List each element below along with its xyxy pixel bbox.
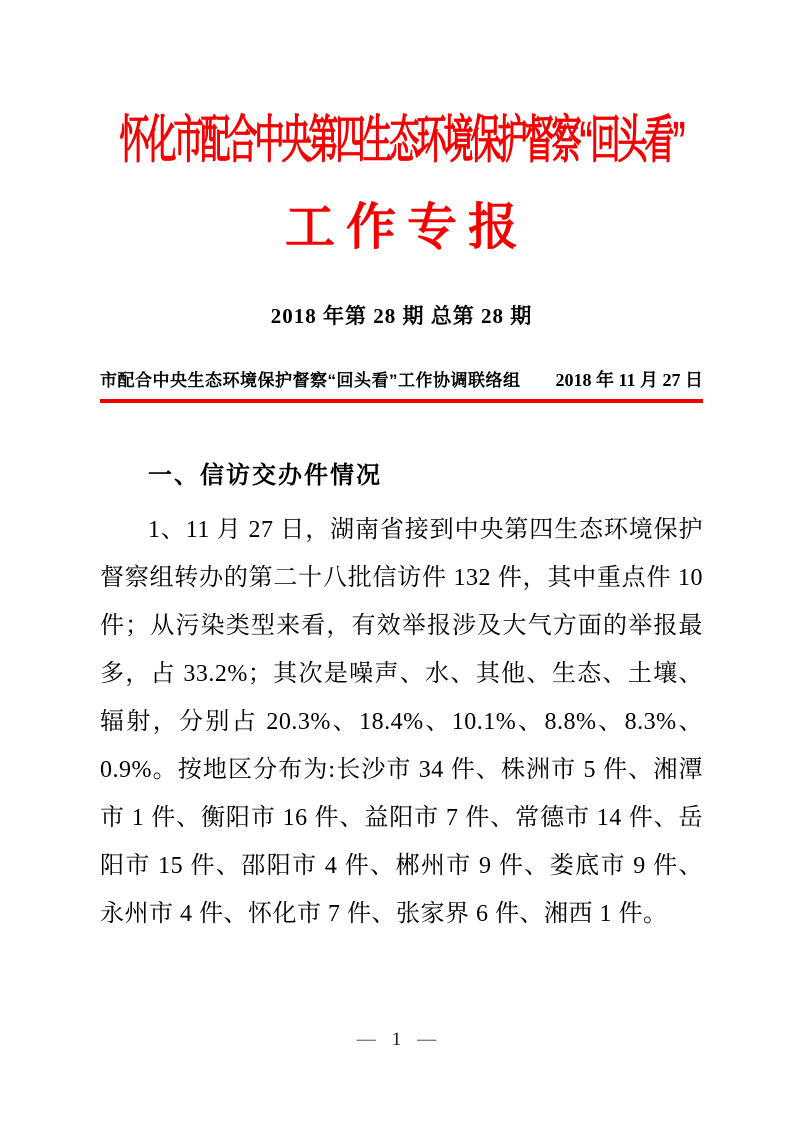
footer-right-dash: — [417,1029,437,1050]
masthead-byline-row [100,366,703,392]
page-number: 1 [391,1029,402,1050]
body-paragraph: 1、11 月 27 日，湖南省接到中央第四生态环境保护督察组转办的第二十八批信访件 132 件，其中重点件 10 件；从污染类型来看，有效举报涉及大气方面的举报最多，占 33.2%；其次是噪声、水、其他、生态、土壤、辐射，分别占 20.3%、18.4%、10.1%、8.8%、8.3%、0.9%。按地区分布为:长沙市 34 件、株洲市 5 件、湘潭市 1 件、衡阳市 16 件、益阳市 7 件、常德市 14 件、岳阳市 15 件、邵阳市 4 件、郴州市 9 件、娄底市 9 件、永州市 4 件、怀化市 7 件、张家界 6 件、湘西 1 件。 [100,517,703,927]
document-subtitle: 工作专报 [285,199,529,255]
masthead-divider-rule [100,399,703,403]
issuing-organization: 市配合中央生态环境保护督察“回头看”工作协调联络组 [100,371,521,390]
issue-number-line: 2018 年第 28 期 总第 28 期 [270,304,533,328]
document-title: 怀化市配合中央第四生态环境保护督察“回头看” [119,112,684,170]
issue-date: 2018 年 11 月 27 日 [555,370,703,390]
section-heading: 一、信访交办件情况 [148,462,382,489]
page-footer [0,1028,793,1052]
footer-left-dash: — [356,1029,376,1050]
